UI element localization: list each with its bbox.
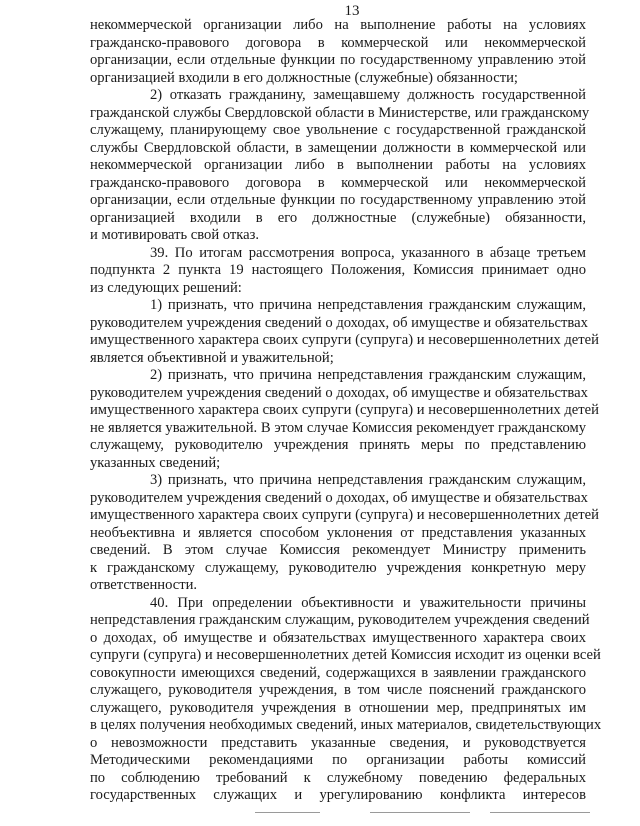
- text-line: служащему, планирующему свое увольнение с государственной гражданской: [90, 122, 586, 138]
- text-line: руководителем учреждения сведений о доходах, об имуществе и обязательствах: [90, 489, 588, 506]
- text-line: государственных служащих и урегулированию конфликта интересов: [90, 787, 586, 803]
- text-line: имущественного характера своих супруги (супруга) и несовершеннолетних детей: [90, 402, 599, 418]
- text-line: гражданско-правового договора в коммерческой или некоммерческой: [90, 34, 586, 51]
- text-line: и мотивировать свой отказ.: [90, 227, 260, 243]
- paragraph: [90, 17, 586, 87]
- text-line: из следующих решений:: [90, 279, 242, 296]
- text-line: руководителем учреждения сведений о доходах, об имуществе и обязательствах: [90, 314, 588, 331]
- text-line: совокупности имеющихся сведений, содержащихся в заявлении гражданского: [90, 664, 586, 681]
- text-line: службы Свердловской области, в замещении должности в коммерческой или: [90, 139, 586, 156]
- text-line: некоммерческой организации либо на выполнение работы на условиях: [90, 17, 586, 33]
- text-line: организацией входили в его должностные (служебные) обязанности;: [90, 69, 518, 86]
- text-line: подпункта 2 пункта 19 настоящего Положения, Комиссия принимает одно: [90, 262, 586, 278]
- text-line: сведений. В этом случае Комиссия рекомендует Министру применить: [90, 542, 586, 558]
- text-line: непредставления гражданским служащим, руководителем учреждения сведений: [90, 612, 590, 628]
- text-line: имущественного характера своих супруги (супруга) и несовершеннолетних детей: [90, 507, 599, 523]
- text-line: 2) отказать гражданину, замещавшему должность государственной: [150, 87, 586, 103]
- text-line: 39. По итогам рассмотрения вопроса, указанного в абзаце третьем: [150, 244, 586, 261]
- paragraph: [90, 472, 599, 595]
- text-line: гражданско-правового договора в коммерческой или некоммерческой: [90, 174, 586, 191]
- paragraph: [90, 297, 599, 367]
- footer-rule: [490, 812, 590, 813]
- paragraph: [90, 594, 602, 805]
- text-line: указанных сведений;: [90, 454, 221, 471]
- text-line: о невозможности представить указанные сведения, и руководствуется: [90, 734, 586, 751]
- text-line: 2) признать, что причина непредставления гражданским служащим,: [150, 367, 586, 383]
- paragraph: [90, 367, 599, 472]
- text-line: Методическими рекомендациями по организации работы комиссий: [90, 752, 586, 768]
- text-line: имущественного характера своих супруги (супруга) и несовершеннолетних детей: [90, 332, 599, 348]
- paragraph: [90, 245, 586, 298]
- text-line: ответственности.: [90, 577, 198, 593]
- footer-rule: [370, 812, 470, 813]
- text-line: руководителем учреждения сведений о доходах, об имуществе и обязательствах: [90, 384, 588, 401]
- text-line: служащего, руководителя учреждения в отношении мер, предпринятых им: [90, 699, 586, 716]
- text-line: к гражданскому служащему, руководителю учреждения конкретную меру: [90, 559, 586, 576]
- text-line: служащему, руководителю учреждения принять меры по представлению: [90, 437, 586, 453]
- text-line: в целях получения необходимых сведений, иных материалов, свидетельствующих: [90, 717, 602, 733]
- page-number: 13: [344, 3, 360, 19]
- text-line: супруги (супруга) и несовершеннолетних детей Комиссия исходит из оценки всей: [90, 647, 601, 663]
- document-body: [90, 17, 602, 805]
- text-line: 40. При определении объективности и уважительности причины: [150, 594, 586, 611]
- text-line: о доходах, об имуществе и обязательствах имущественного характера своих: [90, 629, 586, 646]
- text-line: организации, если отдельные функции по государственному управлению этой: [90, 52, 586, 68]
- text-line: гражданской службы Свердловской области в Министерстве, или гражданскому: [90, 104, 590, 121]
- text-line: организацией входили в его должностные (служебные) обязанности,: [90, 209, 586, 226]
- text-line: служащего, руководителя учреждения, в том числе пояснений гражданского: [90, 682, 586, 698]
- text-line: 1) признать, что причина непредставления гражданским служащим,: [150, 297, 586, 313]
- text-line: является объективной и уважительной;: [90, 349, 334, 366]
- text-line: не является уважительной. В этом случае Комиссия рекомендует гражданскому: [90, 419, 586, 436]
- paragraph: [90, 87, 590, 245]
- text-line: некоммерческой организации либо в выполнении работы на условиях: [90, 157, 586, 173]
- text-line: 3) признать, что причина непредставления гражданским служащим,: [150, 472, 586, 488]
- text-line: необъективна и является способом уклонения от представления указанных: [90, 524, 586, 541]
- footer-rule: [255, 812, 320, 813]
- text-line: по соблюдению требований к служебному поведению федеральных: [90, 769, 586, 786]
- text-line: организации, если отдельные функции по государственному управлению этой: [90, 192, 586, 208]
